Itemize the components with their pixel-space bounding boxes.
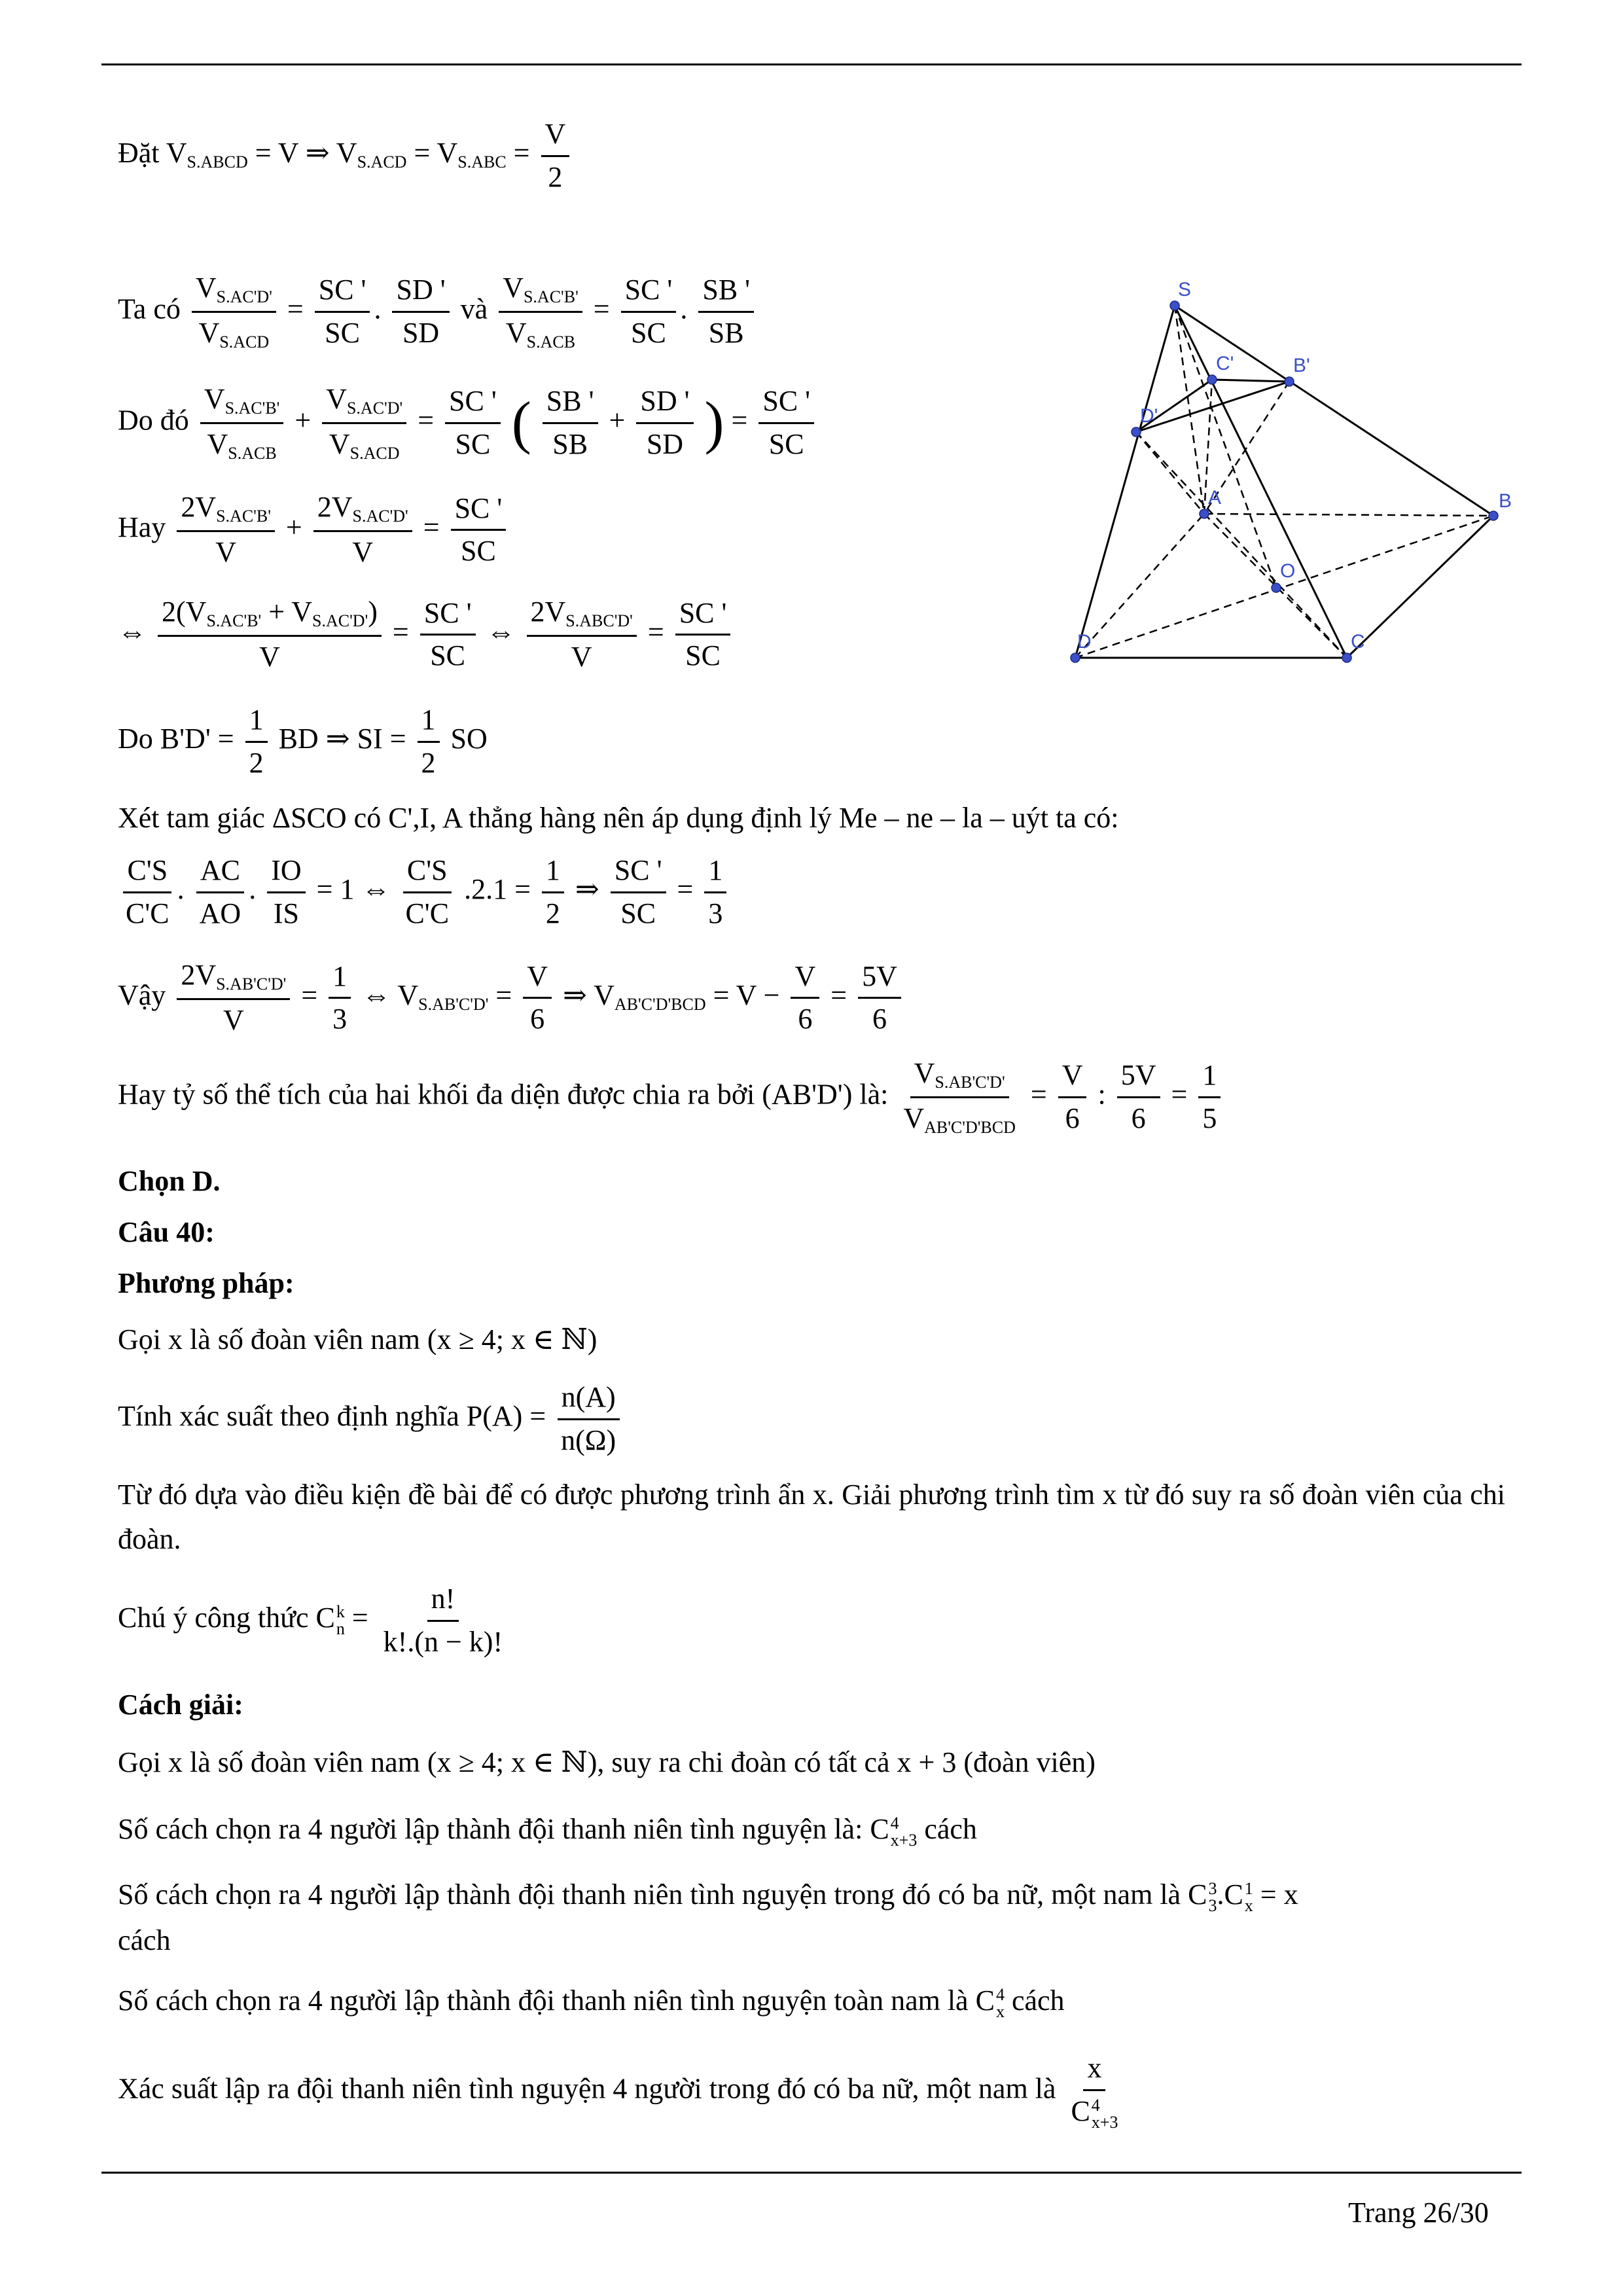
method-line-2: Tính xác suất theo định nghĩa P(A) = $\frac{n(A)}{n(\Omega)}$: [118, 1381, 624, 1457]
label-d: D: [1077, 631, 1092, 653]
label-d1: D': [1140, 405, 1158, 427]
point-c: [1342, 653, 1351, 662]
pyramid-figure: [1047, 262, 1544, 681]
line-menelaus: Xét tam giác ΔSCO có C',I, A thẳng hàng nên áp dụng định lý Me – ne – la – uýt ta có:: [118, 802, 1119, 834]
solve-line-3: Số cách chọn ra 4 người lập thành đội thanh niên tình nguyện trong đó có ba nữ, một nam là C 3 3 .C 1 x = x: [118, 1878, 1298, 1915]
method-line-3: Từ đó dựa vào điều kiện đề bài để có được phương trình ẩn x. Giải phương trình tìm x từ đó suy ra số đoàn viên của chi đoàn.: [118, 1479, 1505, 1555]
label-b1: B': [1293, 355, 1310, 376]
method-line-1: Gọi x là số đoàn viên nam (x ≥ 4; x ∈ ℕ): [118, 1323, 597, 1355]
solve-line-4: Số cách chọn ra 4 người lập thành đội thanh niên tình nguyện toàn nam là C 4 x cách: [118, 1984, 1065, 2021]
label-s: S: [1178, 279, 1192, 300]
label-c: C: [1351, 631, 1365, 653]
question-40-title: Câu 40:: [118, 1216, 215, 1248]
point-d1: [1132, 427, 1141, 437]
solve-title: Cách giải:: [118, 1689, 243, 1721]
solve-line-5: Xác suất lập ra đội thanh niên tình nguyện 4 người trong đó có ba nữ, một nam là x C 4 x+3: [118, 2052, 1118, 2132]
method-line-4: Chú ý công thức C k n = $\frac{n!}{k!.(n - k)!}$: [118, 1583, 503, 1658]
label-c1: C': [1216, 353, 1234, 374]
line-do-bd: Do B'D' = $\frac{1}{2}$ BD ⇒ SI = $\frac{1}{2}$ SO: [118, 704, 488, 779]
line-ratio: Hay tỷ số thể tích của hai khối đa diện được chia ra bởi (AB'D') là: $\frac{V_{S.AB'C'D'}}{V_{AB'C'D'BCD}}$ = $\frac{V}{6}$ : $\frac{5V}{6}$ = $\frac{1}{5}$: [118, 1057, 1224, 1138]
line-do-do: Do đó $\frac{V_{S.AC'B'}}{V_{S.ACB}}$ + $\frac{V_{S.AC'D'}}{V_{S.ACD}}$ = $\frac{SC '}{SC}$ ( $\frac{SB '}{SB}$ + $\frac{SD '}{SD}$ ) = $\frac{SC '}{SC}$: [118, 383, 818, 463]
line-menelaus-eq: $\frac{C'S}{C'C}$ . $\frac{AC}{AO}$ . $\frac{IO}{IS}$ = 1 ⇔ $\frac{C'S}{C'C}$ .2.1 = $\frac{1}{2}$ ⇒ $\frac{SC '}{SC}$ = $\frac{1}{3}$: [118, 854, 730, 930]
header-rule: [101, 63, 1522, 65]
line-iff: ⇔ $\frac{2(V_{S.AC'B'} + V_{S.AC'D'})}{V}$ = $\frac{SC '}{SC}$ ⇔ $\frac{2V_{S.ABC'D'}}{V}$ = $\frac{SC '}{SC}$: [118, 596, 734, 673]
point-b1: [1285, 377, 1294, 386]
point-d: [1071, 653, 1080, 662]
method-title: Phương pháp:: [118, 1267, 294, 1299]
line-ta-co: Ta có $\frac{V_{S.AC'D'}}{V_{S.ACD}}$ = $\frac{SC '}{SC}$ . $\frac{SD '}{SD}$ và $\frac{V_{S.AC'B'}}{V_{S.ACB}}$ = $\frac{SC '}{SC}$ . $\frac{SB '}{SB}$: [118, 272, 758, 352]
line-hay: Hay $\frac{2V_{S.AC'B'}}{V}$ + $\frac{2V_{S.AC'D'}}{V}$ = $\frac{SC '}{SC}$: [118, 491, 510, 569]
line-vay: Vậy $\frac{2V_{S.AB'C'D'}}{V}$ = $\frac{1}{3}$ ⇔ $V_{S.AB'C'D'}$ = $\frac{V}{6}$ ⇒ $V_{AB'C'D'BCD} = V$ − $\frac{V}{6}$ = $\frac{5V}{6}$: [118, 959, 905, 1037]
label-o: O: [1280, 560, 1296, 582]
label-b: B: [1499, 490, 1512, 512]
solve-line-2: Số cách chọn ra 4 người lập thành đội thanh niên tình nguyện là: C 4 x+3 cách: [118, 1813, 977, 1850]
choose-answer: Chọn D.: [118, 1165, 221, 1197]
label-a: A: [1208, 487, 1222, 509]
point-o: [1272, 583, 1281, 592]
point-a: [1200, 509, 1209, 518]
footer-rule: [101, 2172, 1522, 2174]
solve-line-1: Gọi x là số đoàn viên nam (x ≥ 4; x ∈ ℕ), suy ra chi đoàn có tất cả x + 3 (đoàn viên): [118, 1746, 1096, 1778]
page-number: Trang 26/30: [1348, 2197, 1489, 2229]
point-s: [1170, 301, 1179, 310]
solve-line-3-cont: cách: [118, 1924, 171, 1956]
point-b: [1489, 511, 1498, 520]
line-dat: Đặt $V_{S.ABCD} = V$ ⇒ $V_{S.ACD} = V_{S.ABC}$ = $\frac{V}{2}$: [118, 118, 573, 194]
point-c1: [1207, 375, 1217, 384]
